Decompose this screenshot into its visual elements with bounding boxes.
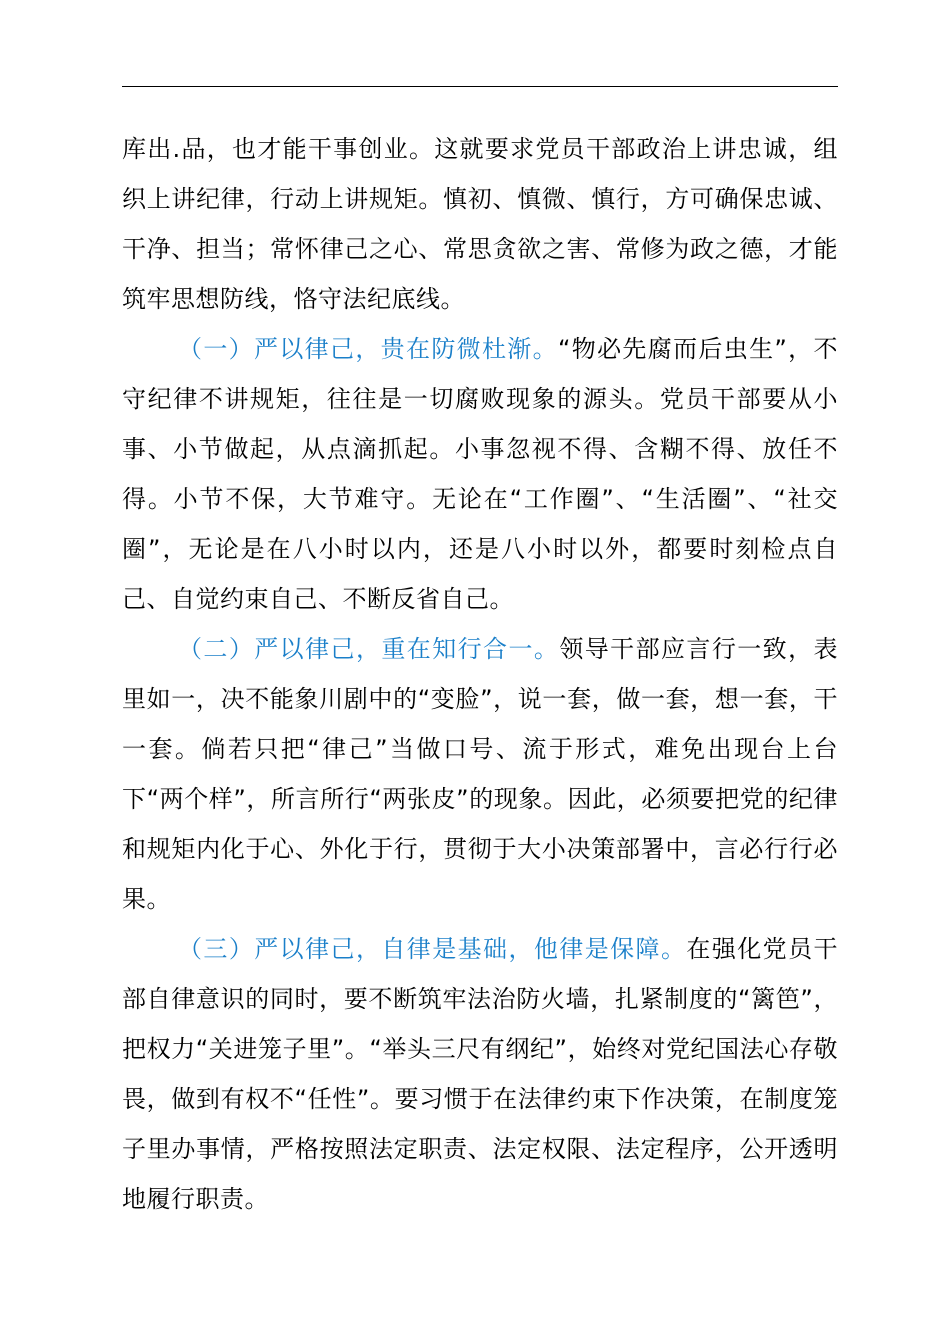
section-3-heading: （三）严以律己，自律是基础，他律是保障。 [178, 935, 687, 963]
paragraph-intro [122, 124, 838, 324]
section-3-text: 在强化党员干部自律意识的同时，要不断筑牢法治防火墙，扎紧制度的“篱笆”，把权力“关进笼子里”。“举头三尺有纲纪”，始终对党纪国法心存敬畏，做到有权不“任性”。要习惯于在法律约束下作决策，在制度笼子里办事情，严格按照法定职责、法定权限、法定程序，公开透明地履行职责。 [122, 935, 839, 1213]
paragraph-intro-text: 库出.品，也才能干事创业。这就要求党员干部政治上讲忠诚，组织上讲纪律，行动上讲规矩。慎初、慎微、慎行，方可确保忠诚、干净、担当；常怀律己之心、常思贪欲之害、常修为政之德，才能筑牢思想防线，恪守法纪底线。 [122, 135, 838, 313]
paragraph-section-3 [122, 924, 838, 1224]
section-1-heading: （一）严以律己，贵在防微杜渐。 [178, 335, 558, 363]
paragraph-section-1 [122, 324, 838, 624]
document-body [122, 124, 838, 1224]
section-2-text: 领导干部应言行一致，表里如一，决不能象川剧中的“变脸”，说一套，做一套，想一套，干一套。倘若只把“律己”当做口号、流于形式，难免出现台上台下“两个样”，所言所行“两张皮”的现象。因此，必须要把党的纪律和规矩内化于心、外化于行，贯彻于大小决策部署中，言必行行必果。 [122, 635, 839, 913]
header-rule [122, 86, 838, 87]
section-1-text: “物必先腐而后虫生”，不守纪律不讲规矩，往往是一切腐败现象的源头。党员干部要从小事、小节做起，从点滴抓起。小事忽视不得、含糊不得、放任不得。小节不保，大节难守。无论在“工作圈”、“生活圈”、“社交圈”，无论是在八小时以内，还是八小时以外，都要时刻检点自己、自觉约束自己、不断反省自己。 [122, 335, 838, 613]
paragraph-section-2 [122, 624, 838, 924]
section-2-heading: （二）严以律己，重在知行合一。 [178, 635, 560, 663]
